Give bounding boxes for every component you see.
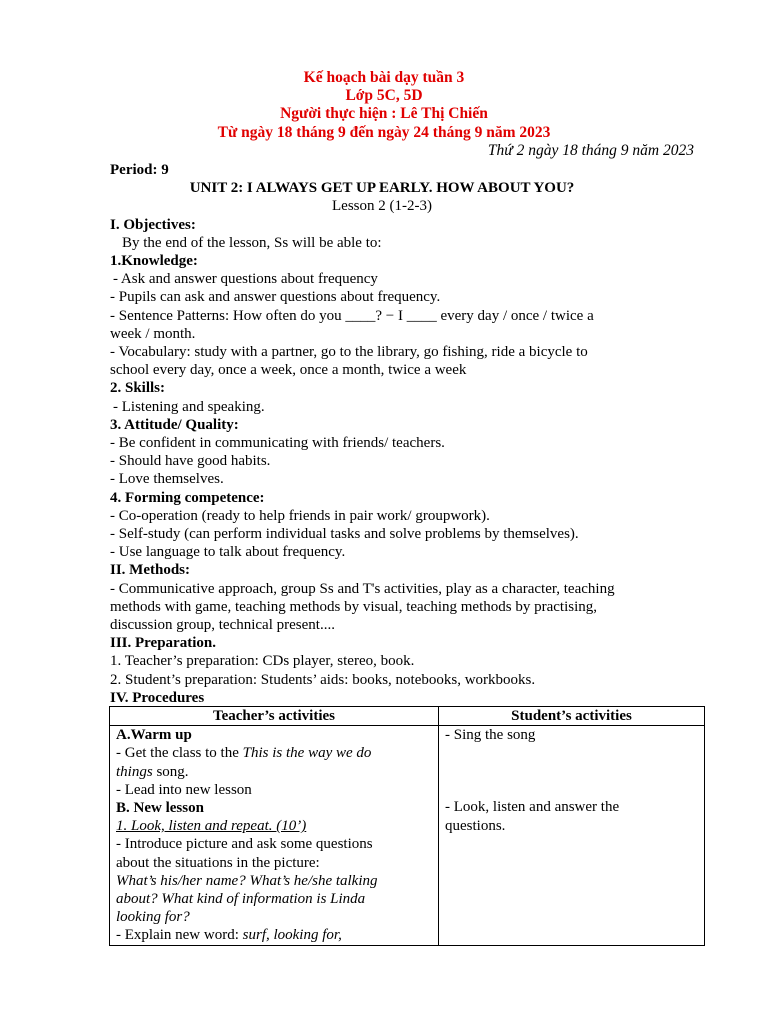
header-week-title: Kế hoạch bài dạy tuần 3 (303, 69, 465, 86)
skills-item: - Listening and speaking. (113, 398, 265, 415)
table-row (110, 726, 705, 945)
student-column-header: Student’s activities (439, 707, 705, 726)
lesson-date: Thứ 2 ngày 18 tháng 9 năm 2023 (487, 142, 694, 159)
methods-line: - Communicative approach, group Ss and T's activities, play as a character, teaching (110, 580, 615, 597)
new-lesson-question: What’s his/her name? What’s he/she talking (116, 872, 378, 889)
attitude-item: - Should have good habits. (110, 453, 271, 470)
warmup-line: things song. (116, 763, 189, 780)
new-lesson-line: - Introduce picture and ask some questions (116, 836, 373, 853)
preparation-heading: III. Preparation. (110, 635, 216, 652)
new-lesson-subheading: 1. Look, listen and repeat. (10’) (116, 818, 307, 835)
preparation-line: 1. Teacher’s preparation: CDs player, stereo, book. (110, 653, 415, 670)
new-lesson-heading: B. New lesson (116, 800, 204, 817)
attitude-heading: 3. Attitude/ Quality: (110, 416, 239, 433)
knowledge-heading: 1.Knowledge: (110, 253, 198, 270)
attitude-item: - Love themselves. (110, 471, 224, 488)
unit-title: UNIT 2: I ALWAYS GET UP EARLY. HOW ABOUT YOU? (189, 180, 575, 197)
knowledge-item: - Pupils can ask and answer questions about frequency. (110, 289, 441, 306)
lesson-body (110, 161, 670, 707)
methods-line: methods with game, teaching methods by visual, teaching methods by practising, (110, 598, 597, 615)
header-teacher: Người thực hiện : Lê Thị Chiến (280, 105, 488, 122)
preparation-line: 2. Student’s preparation: Students’ aids: books, notebooks, workbooks. (110, 671, 536, 688)
methods-line: discussion group, technical present.... (110, 617, 335, 634)
header-date-range: Từ ngày 18 tháng 9 đến ngày 24 tháng 9 năm 2023 (217, 124, 551, 141)
teacher-column-header: Teacher’s activities (110, 707, 439, 726)
warmup-line: - Lead into new lesson (116, 781, 252, 798)
knowledge-item: - Sentence Patterns: How often do you ____? − I ____ every day / once / twice a (110, 307, 594, 324)
lesson-number: Lesson 2 (1-2-3) (332, 198, 432, 215)
competence-heading: 4. Forming competence: (110, 489, 265, 506)
methods-heading: II. Methods: (110, 562, 191, 579)
competence-item: - Use language to talk about frequency. (110, 544, 346, 561)
new-lesson-line: - Explain new word: surf, looking for, (116, 927, 342, 944)
knowledge-item: week / month. (110, 325, 196, 342)
warmup-line: - Get the class to the This is the way we do (116, 745, 372, 762)
student-activity: - Sing the song (445, 727, 536, 744)
new-lesson-question: looking for? (116, 909, 190, 926)
student-activity: - Look, listen and answer the (445, 799, 620, 816)
skills-heading: 2. Skills: (110, 380, 166, 397)
competence-item: - Co-operation (ready to help friends in pair work/ groupwork). (110, 507, 490, 524)
knowledge-item: school every day, once a week, once a month, twice a week (110, 362, 467, 379)
objectives-heading: I. Objectives: (110, 216, 196, 233)
student-activities-cell (439, 726, 705, 945)
new-lesson-line: about the situations in the picture: (116, 854, 320, 871)
teacher-activities-cell (110, 726, 439, 945)
knowledge-item: - Ask and answer questions about frequency (113, 271, 378, 288)
new-lesson-question: about? What kind of information is Linda (116, 891, 366, 908)
knowledge-item: - Vocabulary: study with a partner, go to the library, go fishing, ride a bicycle to (110, 344, 588, 361)
table-header-row (110, 707, 705, 726)
period: Period: 9 (110, 162, 169, 178)
procedures-heading: IV. Procedures (110, 689, 205, 706)
objectives-intro: By the end of the lesson, Ss will be able to: (122, 234, 382, 251)
header-class: Lớp 5C, 5D (345, 87, 423, 104)
student-activity: questions. (445, 817, 506, 834)
competence-item: - Self-study (can perform individual tasks and solve problems by themselves). (110, 526, 579, 543)
procedures-table (109, 706, 705, 946)
warmup-heading: A.Warm up (116, 727, 192, 744)
attitude-item: - Be confident in communicating with friends/ teachers. (110, 435, 445, 452)
